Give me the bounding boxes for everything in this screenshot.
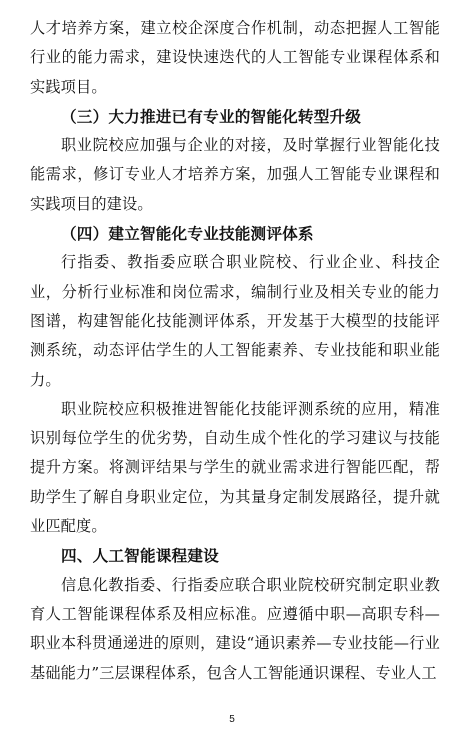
chapter-heading-four: 四、人工智能课程建设 bbox=[61, 546, 219, 566]
paragraph: 行指委、教指委应联合职业院校、行业企业、科技企业，分析行业标准和岗位需求，编制行业及相关专业的能力图谱，构建智能化技能测评体系，开发基于大模型的技能评测系统，动态评估学生的人工智能素养、专业技能和职业能力。 bbox=[30, 253, 440, 389]
section-heading-four: （四）建立智能化专业技能测评体系 bbox=[61, 224, 314, 244]
paragraph: 职业院校应加强与企业的对接，及时掌握行业智能化技能需求，修订专业人才培养方案，加强人工智能专业课程和实践项目的建设。 bbox=[30, 136, 440, 213]
page-number: 5 bbox=[229, 714, 235, 725]
paragraph: 职业院校应积极推进智能化技能评测系统的应用，精准识别每位学生的优劣势，自动生成个性化的学习建议与技能提升方案。将测评结果与学生的就业需求进行智能匹配，帮助学生了解自身职业定位，为其量身定制发展路径，提升就业匹配度。 bbox=[30, 399, 440, 536]
paragraph-continued: 人才培养方案，建立校企深度合作机制，动态把握人工智能行业的能力需求，建设快速迭代的人工智能专业课程体系和实践项目。 bbox=[30, 19, 440, 96]
document-body bbox=[30, 14, 440, 688]
paragraph: 信息化教指委、行指委应联合职业院校研究制定职业教育人工智能课程体系及相应标准。应遵循中职—高职专科—职业本科贯通递进的原则，建设“通识素养—专业技能—行业基础能力”三层课程体系，包含人工智能通识课程、专业人工 bbox=[30, 575, 440, 682]
section-heading-three: （三）大力推进已有专业的智能化转型升级 bbox=[61, 106, 362, 126]
